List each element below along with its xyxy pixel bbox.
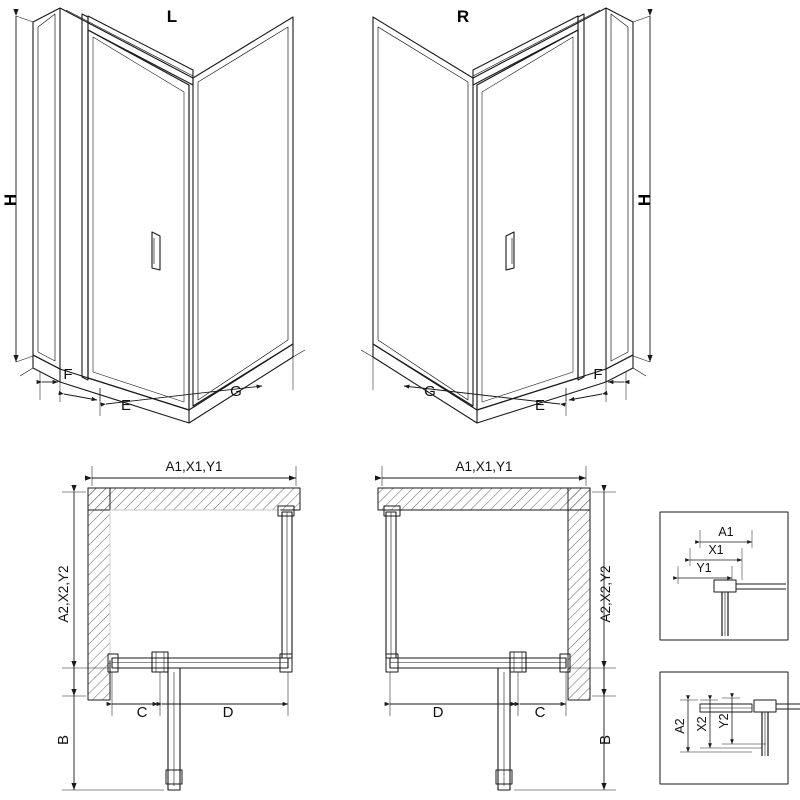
iso-right-title: R bbox=[456, 7, 470, 26]
plan-right-dim-d: D bbox=[432, 704, 444, 721]
detail-top-label-x1: X1 bbox=[708, 543, 724, 557]
plan-view-left bbox=[62, 466, 300, 790]
iso-right-label-f: F bbox=[593, 366, 603, 383]
iso-right-height-label: H bbox=[635, 193, 654, 207]
iso-left-label-f: F bbox=[63, 366, 73, 383]
iso-right-label-e: E bbox=[534, 397, 546, 414]
plan-left-top-dim: A1,X1,Y1 bbox=[165, 459, 223, 474]
plan-left-dim-c: C bbox=[136, 704, 148, 721]
detail-bottom-label-a2: A2 bbox=[673, 718, 687, 734]
detail-top-label-y1: Y1 bbox=[696, 561, 712, 575]
plan-left-side-dim: A2,X2,Y2 bbox=[56, 565, 71, 623]
detail-bottom-label-x2: X2 bbox=[695, 716, 709, 732]
iso-left-title: L bbox=[166, 7, 178, 26]
plan-view-right bbox=[378, 466, 616, 790]
plan-right-side-dim: A2,X2,Y2 bbox=[598, 565, 613, 623]
plan-right-door-dim: B bbox=[597, 734, 614, 746]
iso-view-right bbox=[361, 8, 650, 423]
iso-right-label-g: G bbox=[424, 383, 436, 400]
plan-right-top-dim: A1,X1,Y1 bbox=[455, 459, 513, 474]
iso-left-label-e: E bbox=[120, 397, 132, 414]
iso-view-left bbox=[16, 8, 305, 423]
plan-left-door-dim: B bbox=[55, 734, 72, 746]
plan-right-dim-c: C bbox=[534, 704, 546, 721]
iso-left-height-label: H bbox=[1, 193, 20, 207]
detail-bottom-label-y2: Y2 bbox=[717, 713, 731, 729]
iso-left-label-g: G bbox=[230, 383, 242, 400]
plan-left-dim-d: D bbox=[222, 704, 234, 721]
detail-top-label-a1: A1 bbox=[718, 525, 734, 539]
